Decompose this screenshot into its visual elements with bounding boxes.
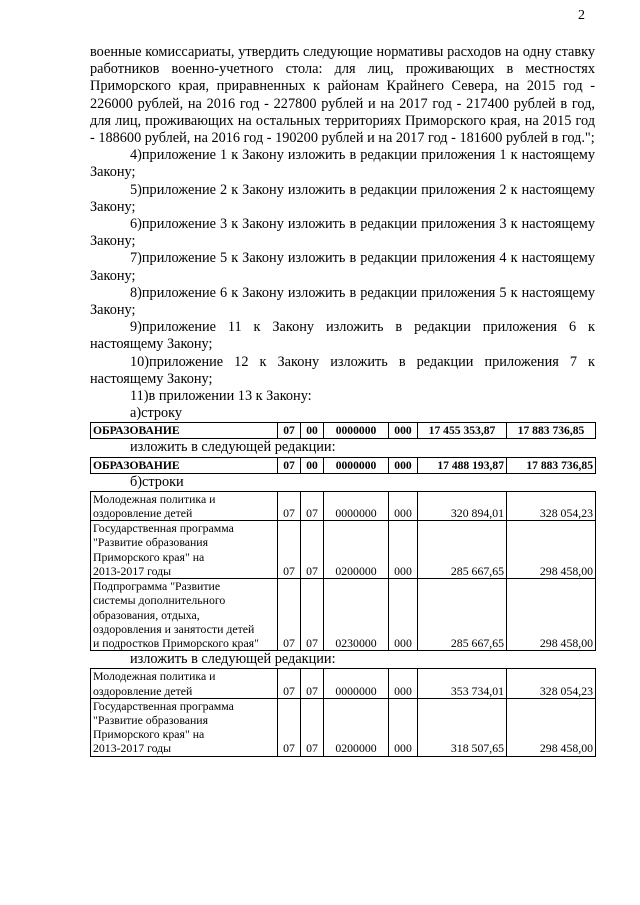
- cell-pr: 07: [301, 491, 324, 520]
- label-a: а)строку: [130, 405, 183, 422]
- table-row: [91, 579, 596, 651]
- cell-vr: 000: [389, 669, 418, 698]
- label-edit-1: изложить в следующей редакции:: [130, 439, 336, 456]
- label-b: б)строки: [130, 473, 184, 490]
- cell-value-2017: 298 458,00: [507, 579, 596, 651]
- cell-vr: 000: [389, 457, 418, 473]
- cell-rz: 07: [278, 669, 301, 698]
- cell-value-2016: 320 894,01: [418, 491, 507, 520]
- cell-csr: 0200000: [324, 521, 389, 579]
- paragraph-intro: военные комиссариаты, утвердить следующие нормативы расходов на одну ставку работников военно-учетного стола: для лиц, проживающих в местностях Приморского края, приравненных к районам Крайнего Севера, на 2015 год - 226000 рублей, на 2016 год - 227800 рублей и на 2017 год - 217400 рублей в год, для лиц, проживающих на остальных территориях Приморского края, на 2015 год - 188600 рублей, на 2016 год - 190200 рублей и на 2017 год - 181600 рублей в год.";: [90, 44, 595, 147]
- cell-rz: 07: [278, 423, 301, 439]
- cell-value-2016: 17 488 193,87: [418, 457, 507, 473]
- document-body: [90, 44, 595, 757]
- cell-value-2017: 328 054,23: [507, 669, 596, 698]
- cell-vr: 000: [389, 579, 418, 651]
- cell-pr: 07: [301, 521, 324, 579]
- cell-pr: 00: [301, 423, 324, 439]
- cell-value-2017: 17 883 736,85: [507, 457, 596, 473]
- cell-value-2017: 298 458,00: [507, 698, 596, 756]
- table-row: [91, 521, 596, 579]
- cell-name: ОБРАЗОВАНИЕ: [91, 457, 278, 473]
- paragraph-item-6: 6)приложение 3 к Закону изложить в редакции приложения 3 к настоящему Закону;: [90, 216, 595, 250]
- table-b-new: [90, 668, 596, 756]
- cell-pr: 00: [301, 457, 324, 473]
- paragraph-item-9: 9)приложение 11 к Закону изложить в редакции приложения 6 к настоящему Закону;: [90, 319, 595, 353]
- cell-csr: 0000000: [324, 423, 389, 439]
- table-row: [91, 669, 596, 698]
- cell-value-2017: 298 458,00: [507, 521, 596, 579]
- cell-pr: 07: [301, 669, 324, 698]
- cell-value-2016: 285 667,65: [418, 579, 507, 651]
- label-edit-2: изложить в следующей редакции:: [130, 651, 336, 668]
- cell-name: Государственная программа "Развитие образования Приморского края" на 2013-2017 годы: [91, 521, 278, 579]
- table-a-old: [90, 422, 596, 439]
- paragraph-item-11: 11)в приложении 13 к Закону:: [130, 388, 312, 405]
- paragraph-item-8: 8)приложение 6 к Закону изложить в редакции приложения 5 к настоящему Закону;: [90, 284, 595, 319]
- cell-value-2016: 285 667,65: [418, 521, 507, 579]
- cell-vr: 000: [389, 423, 418, 439]
- paragraph-item-10: 10)приложение 12 к Закону изложить в редакции приложения 7 к настоящему Закону;: [90, 353, 595, 387]
- cell-value-2016: 353 734,01: [418, 669, 507, 698]
- cell-vr: 000: [389, 491, 418, 520]
- cell-name: Молодежная политика и оздоровление детей: [91, 491, 278, 520]
- cell-csr: 0200000: [324, 698, 389, 756]
- cell-csr: 0000000: [324, 491, 389, 520]
- cell-rz: 07: [278, 521, 301, 579]
- cell-rz: 07: [278, 457, 301, 473]
- cell-csr: 0230000: [324, 579, 389, 651]
- cell-value-2017: 17 883 736,85: [507, 423, 596, 439]
- paragraph-item-4: 4)приложение 1 к Закону изложить в редакции приложения 1 к настоящему Закону;: [90, 147, 595, 181]
- table-b-old: [90, 491, 596, 651]
- cell-pr: 07: [301, 579, 324, 651]
- cell-name: Государственная программа "Развитие образования Приморского края" на 2013-2017 годы: [91, 698, 278, 756]
- cell-pr: 07: [301, 698, 324, 756]
- cell-csr: 0000000: [324, 669, 389, 698]
- cell-name: Подпрограмма "Развитие системы дополнительного образования, отдыха, оздоровления и занятости детей и подростков Приморского края": [91, 579, 278, 651]
- table-row: [91, 423, 596, 439]
- table-row: [91, 491, 596, 520]
- cell-rz: 07: [278, 579, 301, 651]
- table-row: [91, 457, 596, 473]
- table-a-new: [90, 457, 596, 474]
- paragraph-item-5: 5)приложение 2 к Закону изложить в редакции приложения 2 к настоящему Закону;: [90, 181, 595, 215]
- cell-value-2017: 328 054,23: [507, 491, 596, 520]
- table-row: [91, 698, 596, 756]
- cell-value-2016: 17 455 353,87: [418, 423, 507, 439]
- cell-vr: 000: [389, 521, 418, 579]
- cell-rz: 07: [278, 491, 301, 520]
- cell-value-2016: 318 507,65: [418, 698, 507, 756]
- cell-name: ОБРАЗОВАНИЕ: [91, 423, 278, 439]
- cell-name: Молодежная политика и оздоровление детей: [91, 669, 278, 698]
- page-number: 2: [578, 8, 585, 23]
- cell-rz: 07: [278, 698, 301, 756]
- cell-vr: 000: [389, 698, 418, 756]
- paragraph-item-7: 7)приложение 5 к Закону изложить в редакции приложения 4 к настоящему Закону;: [90, 250, 595, 284]
- cell-csr: 0000000: [324, 457, 389, 473]
